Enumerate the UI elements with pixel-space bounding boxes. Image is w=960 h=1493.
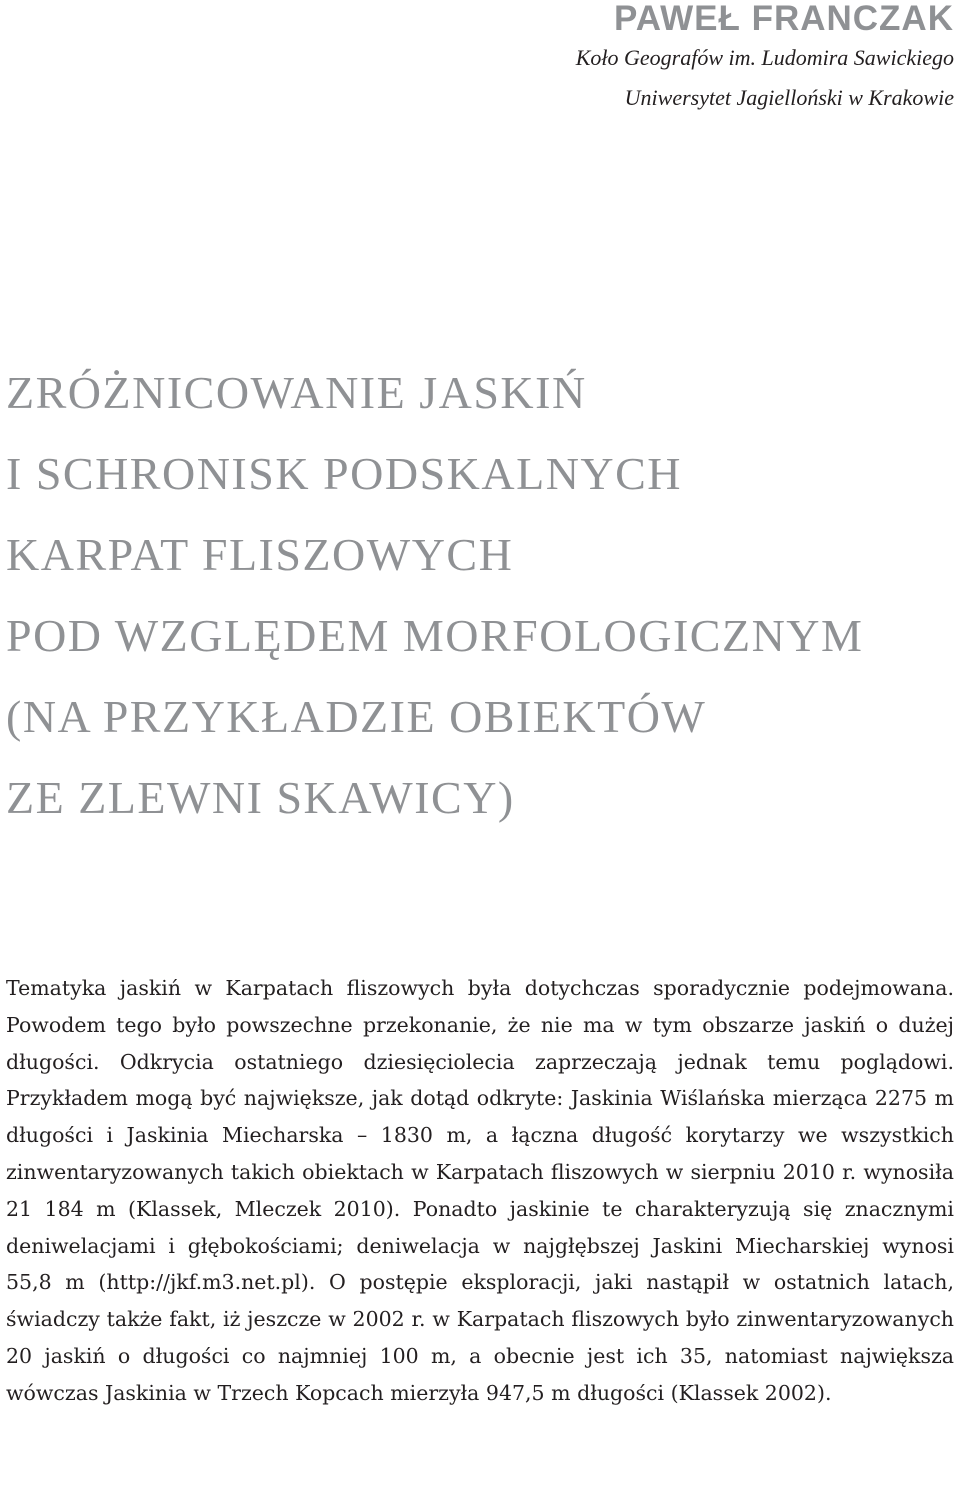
title-line: ZRÓŻNICOWANIE JASKIŃ (6, 367, 587, 418)
title-line: KARPAT FLISZOWYCH (6, 529, 514, 580)
title-line: I SCHRONISK PODSKALNYCH (6, 448, 683, 499)
affiliation-line-2: Uniwersytet Jagielloński w Krakowie (624, 85, 954, 110)
author-name: PAWEŁ FRANCZAK (614, 0, 954, 38)
affiliation-line-1: Koło Geografów im. Ludomira Sawickiego (575, 45, 954, 70)
article-header (576, 0, 954, 118)
title-line: POD WZGLĘDEM MORFOLOGICZNYM (6, 610, 864, 661)
title-line: (NA PRZYKŁADZIE OBIEKTÓW (6, 691, 707, 742)
title-line: ZE ZLEWNI SKAWICY) (6, 772, 515, 823)
abstract-paragraph: Tematyka jaskiń w Karpatach fliszowych była dotychczas sporadycznie podejmowana. Powodem tego było powszechne przekonanie, że nie ma w tym obszarze jaskiń o dużej długości. Odkrycia ostatniego dziesięciolecia zaprzeczają jednak temu poglądowi. Przykładem mogą być największe, jak dotąd odkryte: Jaskinia Wiślańska mierząca 2275 m długości i Jaskinia Miecharska – 1830 m, a łączna długość korytarzy we wszystkich zinwentaryzowanych takich obiektach w Karpatach fliszowych w sierpniu 2010 r. wynosiła 21 184 m (Klassek, Mleczek 2010). Ponadto jaskinie te charakteryzują się znacznymi deniwelacjami i głębokościami; deniwelacja w najgłębszej Jaskini Miecharskiej wynosi 55,8 m (http://jkf.m3.net.pl). O postępie eksploracji, jaki nastąpił w ostatnich latach, świadczy także fakt, iż jeszcze w 2002 r. w Karpatach fliszowych było zinwentaryzowanych 20 jaskiń o długości co najmniej 100 m, a obecnie jest ich 35, natomiast największa wówczas Jaskinia w Trzech Kopcach mierzyła 947,5 m długości (Klassek 2002). (6, 976, 954, 1405)
article-title (6, 352, 960, 838)
